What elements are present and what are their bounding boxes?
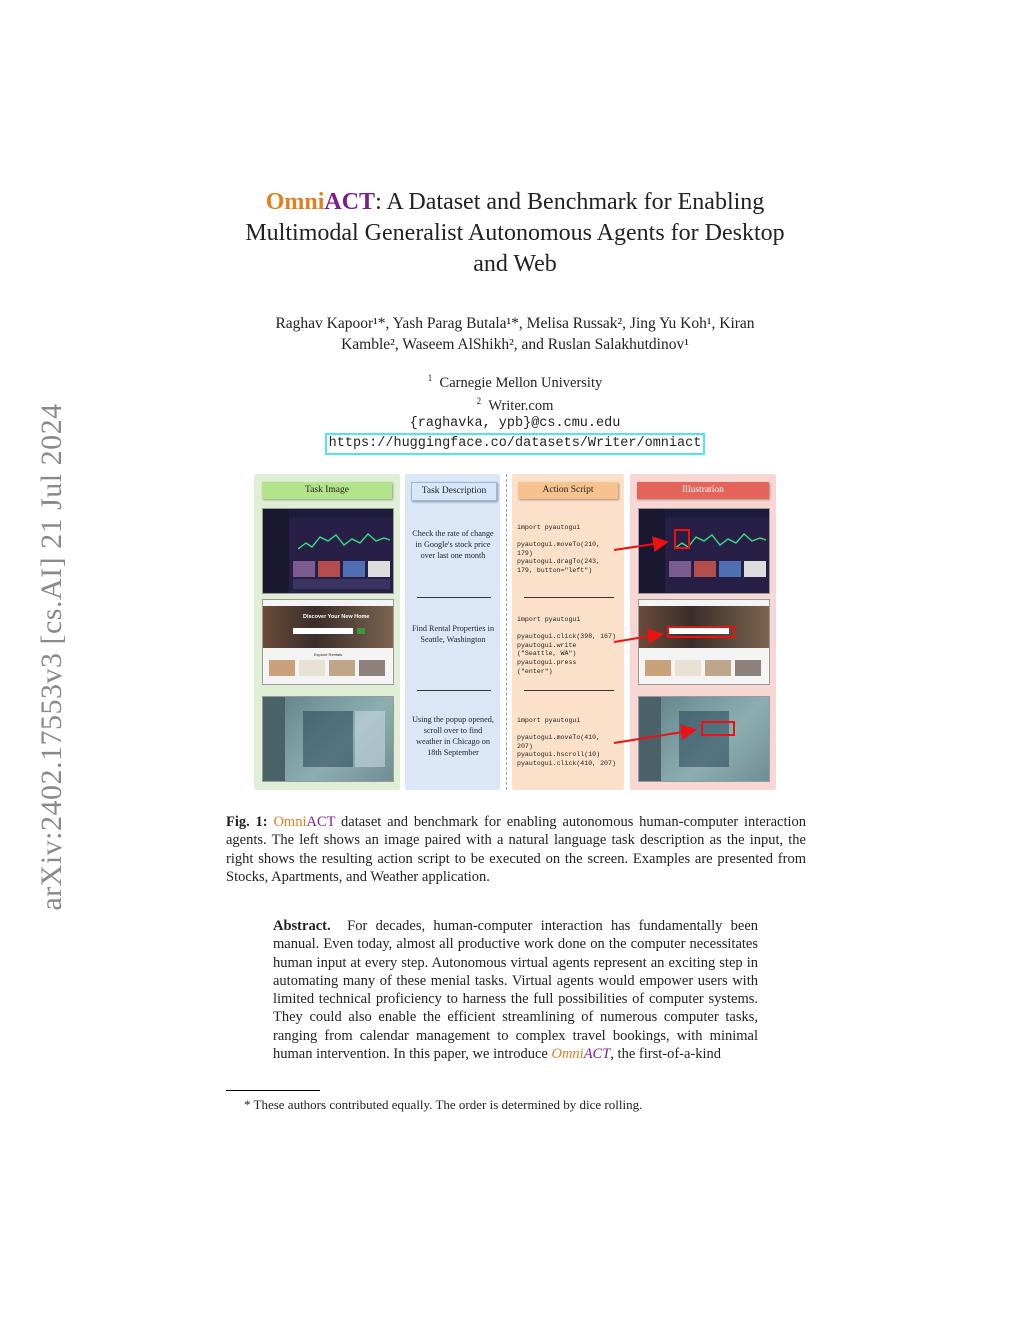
abstract-act: ACT [583,1046,611,1063]
footnote-rule [226,1090,320,1091]
caption-omni: Omni [273,814,307,830]
action-script-3: import pyautogui pyautogui.moveTo(410, 207) pyautogui.hscroll(10) pyautogui.click(410, 207) [517,717,616,767]
authors-line1: Raghav Kapoor¹*, Yash Parag Butala¹*, Melisa Russak², Jing Yu Koh¹, Kiran [275,315,755,332]
aff1-mark: 1 [427,373,433,383]
task-description-2: Find Rental Properties in Seattle, Washington [411,624,495,644]
task-description-1: Check the rate of change in Google's stock price over last one month [412,529,494,560]
figure-1 [254,474,776,792]
title-line3: and Web [473,251,557,277]
task-image-header: Task Image [262,482,392,499]
email: {raghavka, ypb}@cs.cmu.edu [409,415,621,431]
apartment-section-text: Explore Rentals [313,652,343,657]
apartment-banner-text: Discover Your New Home [303,614,370,620]
arrow-1 [614,542,667,550]
caption-label: Fig. 1: [226,814,268,830]
action-script-1: import pyautogui pyautogui.moveTo(210, 179) pyautogui.dragTo(243, 179, button="left") [517,524,601,574]
caption-act: ACT [306,814,336,830]
task-description-3: Using the popup opened, scroll over to find weather in Chicago on 18th September [412,715,494,757]
aff2-mark: 2 [476,395,482,406]
authors-line2: Kamble², Waseem AlShikh², and Ruslan Salakhutdinov¹ [341,336,689,353]
dataset-link[interactable]: https://huggingface.co/datasets/Writer/omniact [325,433,706,455]
arrow-2 [614,634,662,642]
arxiv-stamp: arXiv:2402.17553v3 [cs.AI] 21 Jul 2024 [35,403,68,911]
title-omni: Omni [265,189,325,215]
illustration-header: Illustration [637,482,769,499]
author-list [200,313,830,355]
aff1: Carnegie Mellon University [439,374,603,391]
action-script-2: import pyautogui pyautogui.click(398, 167) pyautogui.write ("Seattle, WA") pyautogui.press ("enter") [517,616,616,675]
footnote: * These authors contributed equally. The order is determined by dice rolling. [244,1097,643,1112]
pointer-arrows [254,474,776,792]
abstract-text: For decades, human-computer interaction has fundamentally been manual. Even today, almost all productive work done on the computer necessitates human input at every step. Autonomous virtual agents represent an exciting step in automating many of these menial tasks. Virtual agents would empower users with limited technical proficiency to harness the full possibilities of computer systems. They could also enable the efficient streamlining of numerous computer tasks, ranging from calendar management to complex travel bookings, with minimal human intervention. In this paper, we introduce [273,918,758,1063]
arrow-3 [614,730,695,743]
abstract-omni: Omni [551,1046,584,1063]
action-script-header: Action Script [518,482,618,499]
abstract [273,917,758,1063]
abstract-label: Abstract. [273,918,331,934]
title-line2: Multimodal Generalist Autonomous Agents for Desktop [245,220,785,246]
title-line1-rest: : A Dataset and Benchmark for Enabling [375,189,765,215]
caption-text: dataset and benchmark for enabling autonomous human-computer interaction agents. The left shows an image paired with a natural language task description as the input, the right shows the resulting action script to be executed on the screen. Examples are presented from Stocks, Apartments, and Weather application. [226,814,807,885]
affiliations [300,369,730,455]
figure-caption [226,813,806,886]
abstract-tail: , the first-of-a-kind [610,1046,722,1063]
title-act: ACT [324,189,376,215]
paper-title [200,187,830,280]
task-description-header: Task Description [411,482,497,501]
aff2: Writer.com [488,397,554,414]
